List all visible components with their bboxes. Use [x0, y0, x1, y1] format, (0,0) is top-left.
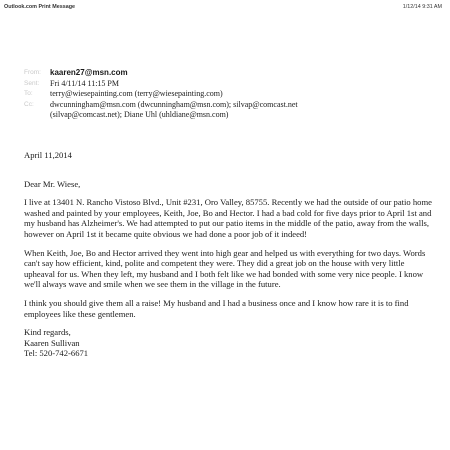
- sender-name: Kaaren Sullivan: [24, 337, 80, 348]
- letter-body: [24, 150, 436, 359]
- cc-line-2: (silvap@comcast.net); Diane Uhl (uhldiane@msn.com): [50, 110, 229, 119]
- letter-date: April 11,2014: [24, 150, 72, 160]
- cc-line-1: dwcunningham@msn.com (dwcunningham@msn.com); silvap@comcast.net: [50, 99, 298, 109]
- sent-row: [24, 79, 434, 90]
- from-label: From:: [24, 69, 41, 76]
- letter-greeting: Dear Mr. Wiese,: [24, 178, 81, 189]
- cc-label: Cc:: [24, 100, 34, 108]
- from-row: [24, 68, 434, 79]
- print-timestamp: 1/12/14 9:31 AM: [402, 4, 442, 10]
- letter-closing: [24, 327, 436, 359]
- closing-phrase: Kind regards,: [24, 327, 71, 338]
- cc-addresses: [50, 100, 434, 121]
- email-header: [24, 68, 434, 121]
- cc-row: [24, 100, 434, 121]
- sender-phone: Tel: 520-742-6671: [24, 348, 89, 359]
- letter-paragraph-1: I live at 13401 N. Rancho Vistoso Blvd., Unit #231, Oro Valley, 85755. Recently we had the outside of our patio home washed and painted by your employees, Keith, Joe, Bo and Hector. I had a bad cold for five days prior to April 1st and my husband has Alzheimer's. We had attempted to put our patio items in the middle of the patio, away from the walls, however on April 1st it became quite obvious we had done a poor job of it indeed!: [24, 197, 432, 239]
- sent-label: Sent:: [24, 79, 40, 87]
- to-address: terry@wiesepainting.com (terry@wiesepainting.com): [50, 89, 223, 98]
- sent-date: Fri 4/11/14 11:15 PM: [50, 78, 119, 88]
- to-label: To:: [24, 90, 33, 97]
- from-address: kaaren27@msn.com: [50, 68, 128, 77]
- print-app-title: Outlook.com Print Message: [4, 4, 75, 10]
- to-row: [24, 89, 434, 100]
- print-header: [0, 0, 450, 14]
- letter-paragraph-2: When Keith, Joe, Bo and Hector arrived they went into high gear and helped us with everything for two days. Words can't say how efficient, kind, polite and competent they were. They did a great job on the house with very little upheaval for us. When they left, my husband and I both felt like we had bonded with some very nice people. I know we'll always wave and smile when we see them in the village in the future.: [24, 247, 426, 290]
- letter-paragraph-3: I think you should give them all a raise! My husband and I had a business once and I know how rare it is to find employees like these gentlemen.: [24, 297, 409, 319]
